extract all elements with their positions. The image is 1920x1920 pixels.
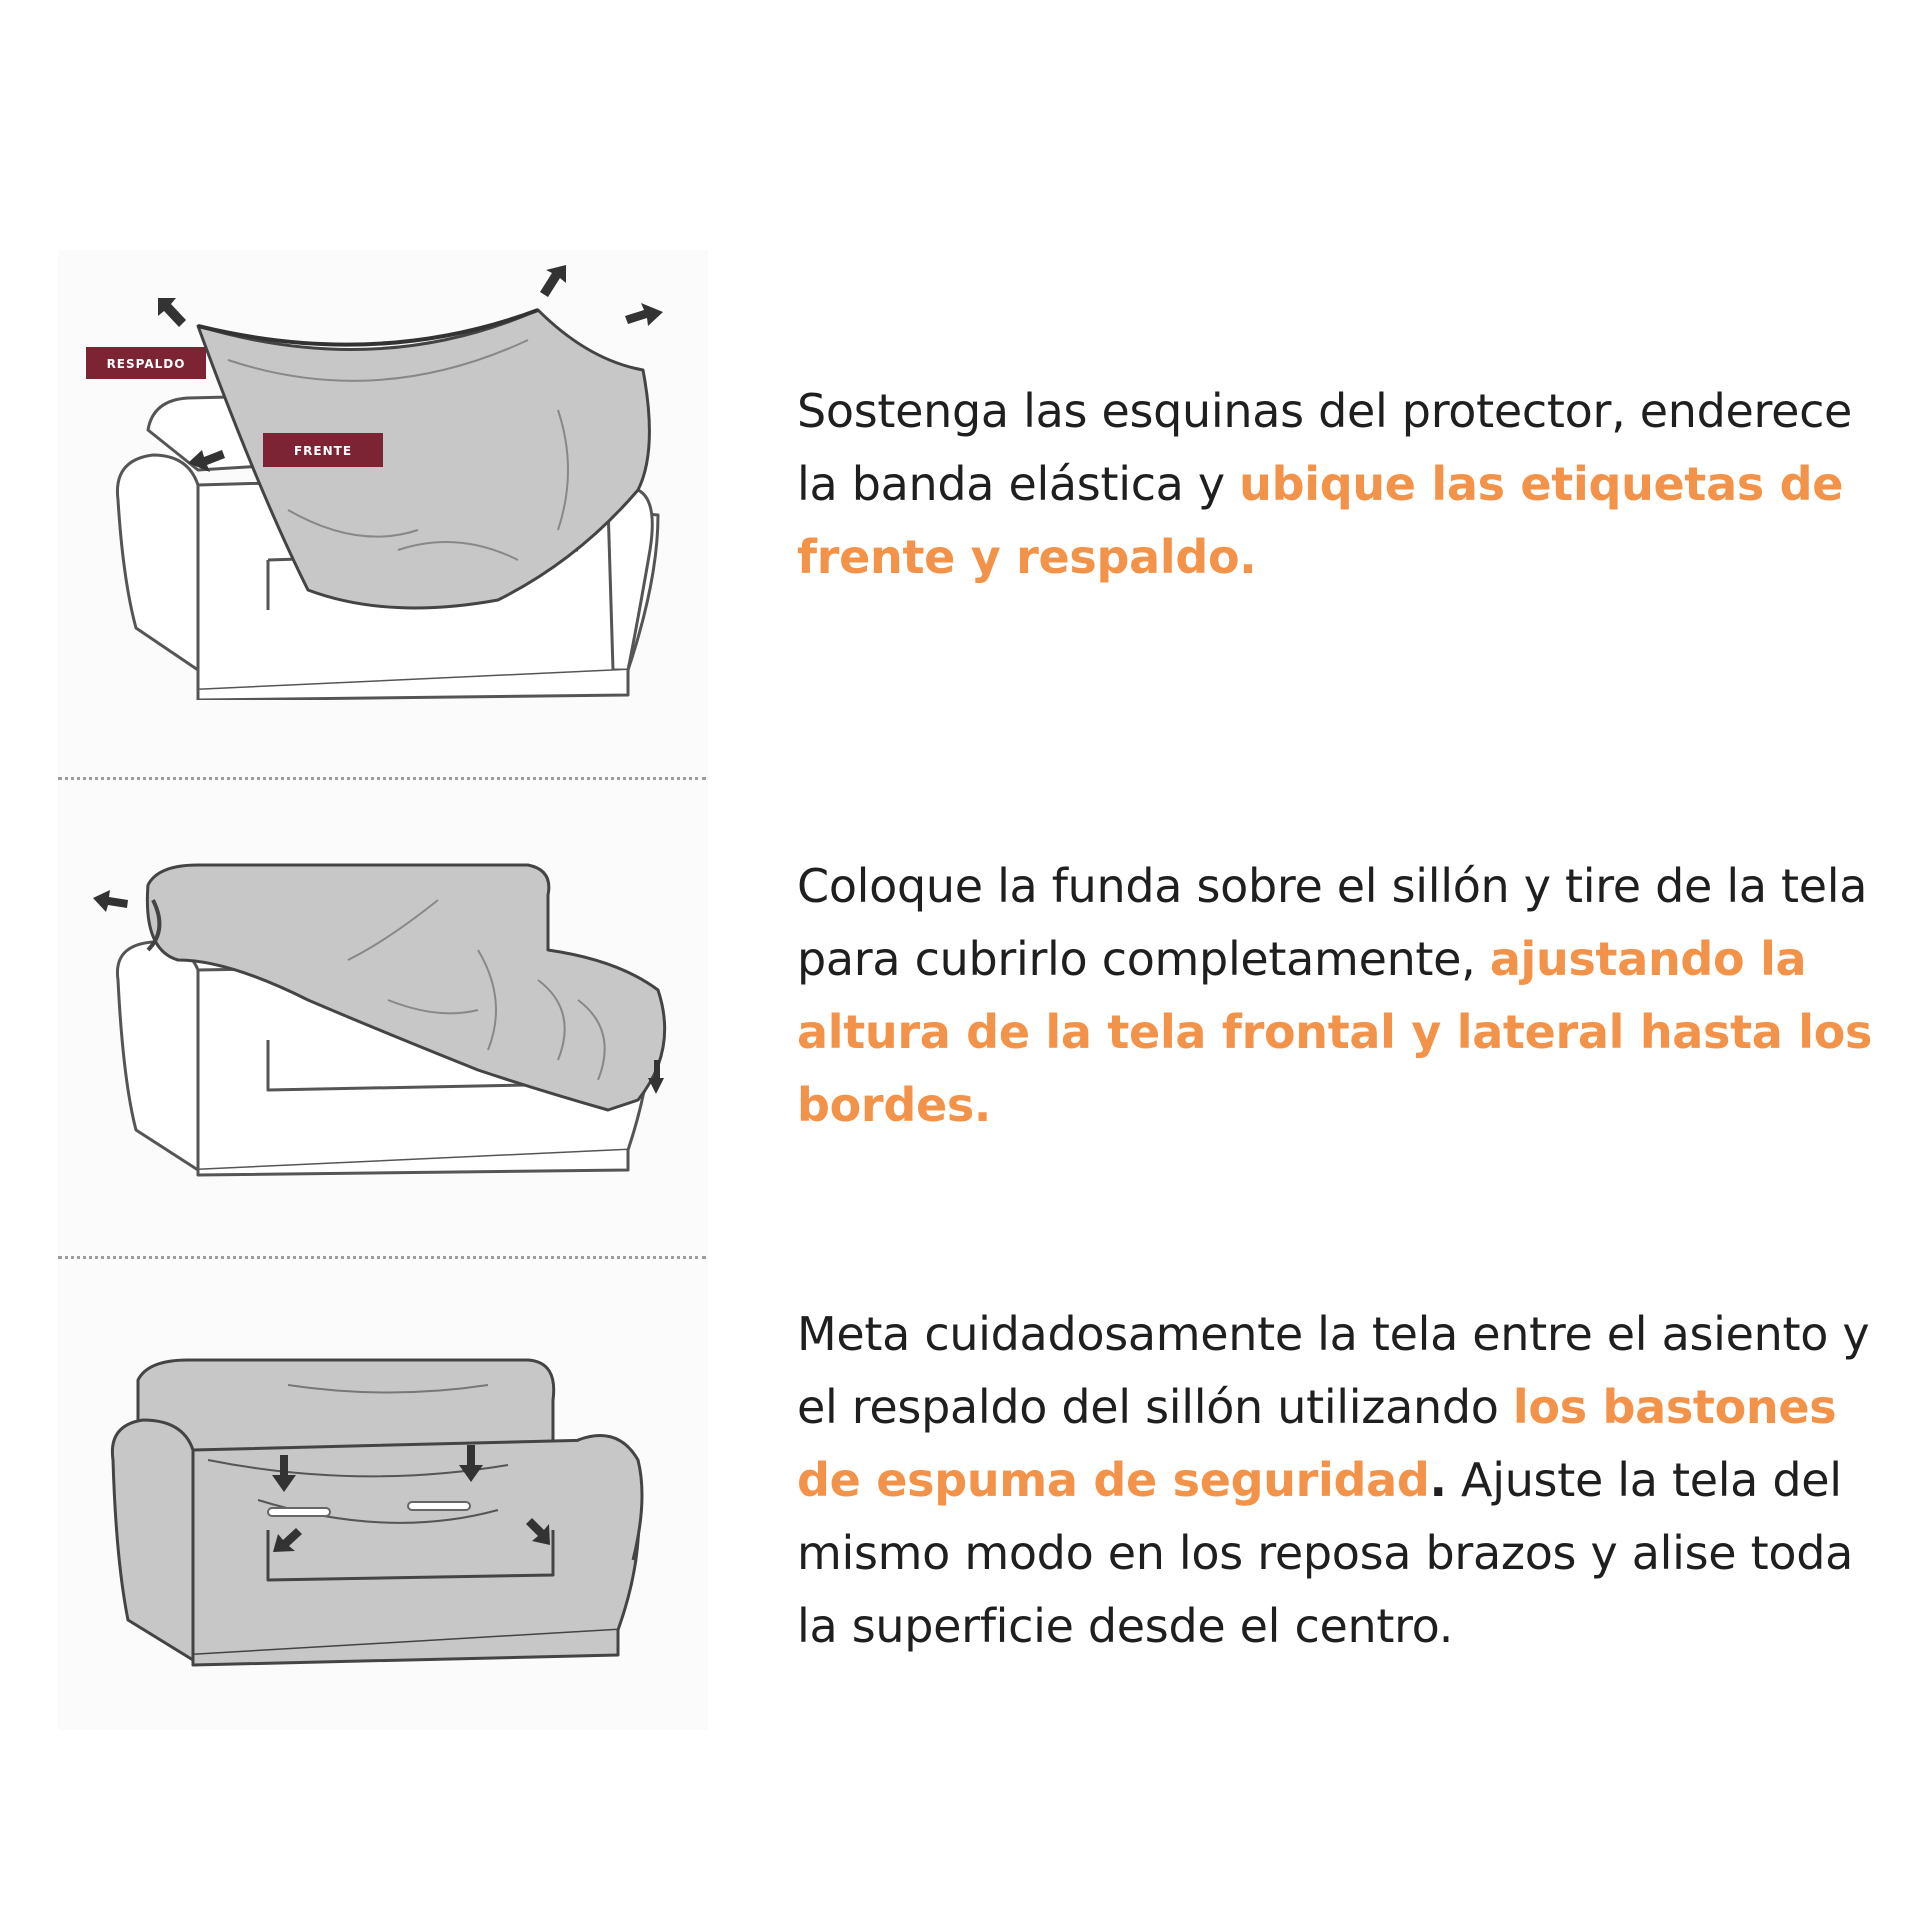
- arrow-up-left-icon: [158, 298, 186, 327]
- step-1-text-body: Sostenga las esquinas del protector, enderece la banda elástica y: [797, 384, 1853, 511]
- foam-stick-left: [268, 1508, 330, 1516]
- step-1-text: [797, 375, 1897, 594]
- step-1-illustration: [58, 250, 708, 700]
- svg-text:RESPALDO: RESPALDO: [106, 357, 186, 371]
- step-3-text-tail: Ajuste la tela del mismo modo en los reposa brazos y alise toda la superficie desde el centro.: [797, 1453, 1853, 1653]
- divider-2: [58, 1256, 706, 1259]
- arrow-right-icon: [625, 303, 663, 326]
- step-3-text: [797, 1298, 1897, 1663]
- step-2-highlight: ajustando la altura de la tela frontal y lateral hasta los bordes.: [797, 932, 1873, 1132]
- step-2-text: [797, 850, 1897, 1142]
- label-frente: [263, 433, 383, 467]
- label-respaldo: [86, 347, 206, 379]
- step-1-highlight: ubique las etiquetas de frente y respaldo.: [797, 457, 1844, 584]
- step-3-highlight: los bastones de espuma de seguridad: [797, 1380, 1837, 1507]
- step-2-text-body: Coloque la funda sobre el sillón y tire de la tela para cubrirlo completamente,: [797, 859, 1868, 986]
- foam-stick-right: [408, 1502, 470, 1510]
- arrow-left-icon: [93, 890, 128, 912]
- step-3-period: .: [1429, 1453, 1447, 1507]
- step-2-illustration: [58, 850, 708, 1180]
- covered-sofa: [112, 1360, 642, 1665]
- divider-1: [58, 777, 706, 780]
- svg-text:FRENTE: FRENTE: [293, 444, 353, 458]
- arrow-up-right-icon: [540, 265, 566, 297]
- step-3-illustration: [58, 1340, 708, 1670]
- step-3-text-body: Meta cuidadosamente la tela entre el asiento y el respaldo del sillón utilizando: [797, 1307, 1870, 1434]
